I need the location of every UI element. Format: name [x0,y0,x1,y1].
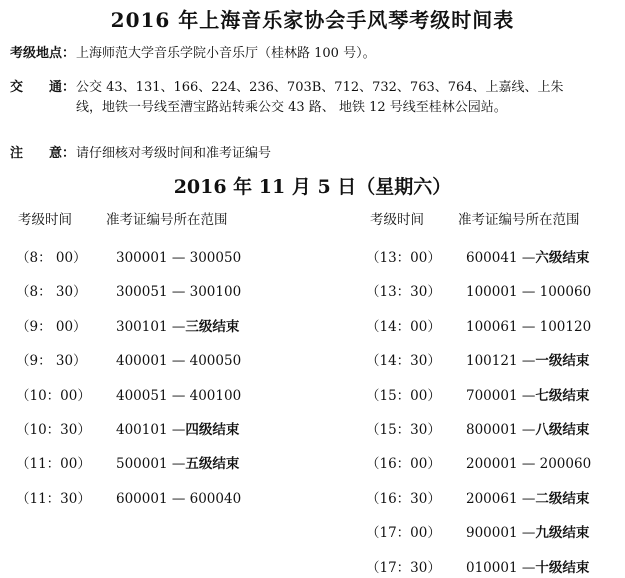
slot-range-numbers: 300101 — [116,318,186,335]
left-column-header [18,208,228,228]
exam-date: 2016 年 11 月 5 日（星期六） [173,176,452,198]
schedule-row [16,384,241,404]
schedule-row [16,452,239,472]
schedule-row [16,246,241,266]
slot-time: （16：00） [366,456,441,473]
transport-text [76,78,606,118]
schedule-row [16,349,241,369]
note-line [10,144,606,164]
note-text: 请仔细核对考级时间和准考证编号 [76,146,272,161]
schedule-row [366,280,591,300]
schedule-row [366,452,591,472]
slot-range-numbers: 300001 — 300050 [116,250,242,266]
slot-level-end: 七级结束 [535,387,590,404]
slot-range-numbers: 100121 — [466,353,536,370]
slot-time: （11：00） [16,456,91,473]
slot-time: （13：00） [366,250,441,266]
right-column-header [370,208,580,228]
slot-time: （14：00） [366,318,441,335]
slot-range [116,491,241,507]
schedule-row [366,246,589,266]
page-title: 2016 年上海音乐家协会手风琴考级时间表 [110,8,515,32]
right-range-header: 准考证编号所在范围 [458,212,580,228]
slot-time: （16：30） [366,490,441,507]
slot-level-end: 一级结束 [535,353,590,370]
schedule-row [366,349,589,369]
transport-line-2: 线，地铁一号线至漕宝路站转乘公交 43 路、 地铁 12 号线至桂林公园站。 [76,100,507,115]
slot-time: （9： 30） [16,353,87,370]
slot-time: （8： 30） [16,284,87,301]
slot-range-numbers: 800001 — [466,422,536,438]
transport-block [10,78,606,118]
slot-range [466,521,589,541]
location-text: 上海师范大学音乐学院小音乐厅（桂林路 100 号）。 [76,46,376,61]
schedule-row [16,487,241,507]
transport-label: 交 通： [10,80,76,95]
slot-range-numbers: 400001 — 400050 [116,353,242,370]
slot-time: （17：00） [366,525,441,542]
slot-range-numbers: 010001 — [466,559,536,576]
slot-range [466,418,589,438]
slot-level-end: 六级结束 [535,250,590,266]
slot-range-numbers: 700001 — [466,387,536,404]
slot-range [466,246,589,266]
right-time-header: 考级时间 [370,212,424,228]
schedule-row [16,280,241,300]
slot-level-end: 四级结束 [185,422,240,438]
slot-range [116,353,241,369]
schedule-row [366,384,589,404]
location-label: 考级地点： [10,46,76,61]
slot-time: （14：30） [366,353,441,370]
location-line [10,44,606,64]
slot-range [116,250,241,266]
slot-range [466,384,589,404]
slot-range-numbers: 400051 — 400100 [116,387,242,404]
slot-level-end: 二级结束 [535,490,590,507]
slot-level-end: 九级结束 [535,525,590,542]
slot-range-numbers: 200061 — [466,490,536,507]
slot-time: （11：30） [16,490,91,507]
slot-range-numbers: 600041 — [466,250,536,266]
slot-time: （15：00） [366,387,441,404]
slot-range [466,284,591,300]
schedule-row [16,315,239,335]
left-time-header: 考级时间 [18,212,72,228]
slot-level-end: 五级结束 [185,456,240,473]
slot-time: （17：30） [366,559,441,576]
slot-range [116,452,239,472]
slot-time: （9： 00） [16,318,87,335]
schedule-row [366,315,591,335]
slot-range [116,418,239,438]
slot-time: （15：30） [366,422,441,438]
schedule-row [16,418,239,438]
schedule-row [366,521,589,541]
slot-time: （13：30） [366,284,441,301]
slot-range-numbers: 100061 — 100120 [466,318,592,335]
slot-time: （10：00） [16,387,91,404]
slot-range [116,315,239,335]
transport-line-1: 公交 43、131、166、224、236、703B、712、732、763、764、上嘉线、上朱 [76,80,564,95]
slot-range-numbers: 600001 — 600040 [116,490,242,507]
schedule-row [366,418,589,438]
slot-range [466,556,589,576]
slot-range [466,349,589,369]
slot-range [466,319,591,335]
slot-range-numbers: 500001 — [116,456,186,473]
schedule-row [366,487,589,507]
slot-range-numbers: 900001 — [466,525,536,542]
slot-range [116,388,241,404]
slot-range [466,487,589,507]
slot-level-end: 十级结束 [535,559,590,576]
slot-range [116,284,241,300]
slot-time: （10：30） [16,422,91,438]
slot-range-numbers: 300051 — 300100 [116,284,242,301]
schedule-row [366,556,589,576]
slot-level-end: 八级结束 [535,422,590,438]
slot-range-numbers: 100001 — 100060 [466,284,592,301]
left-range-header: 准考证编号所在范围 [106,212,228,228]
slot-range-numbers: 200001 — 200060 [466,456,592,473]
slot-time: （8： 00） [16,250,87,266]
slot-range-numbers: 400101 — [116,422,186,438]
slot-level-end: 三级结束 [185,318,240,335]
slot-range [466,456,591,472]
note-label: 注 意： [10,146,76,161]
